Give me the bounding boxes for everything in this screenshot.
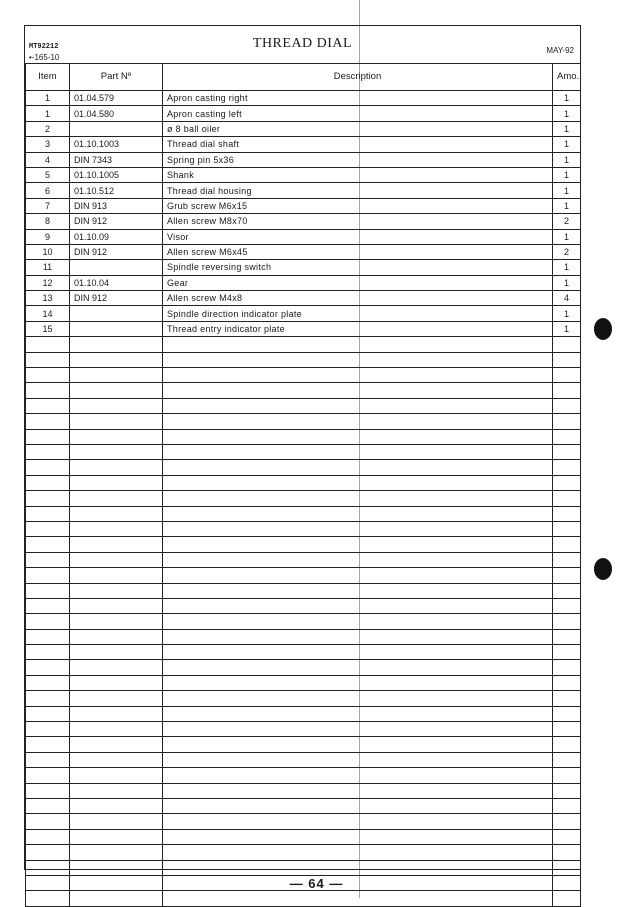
blank-table-row [26,798,581,813]
cell-item [26,845,70,860]
cell-amount [553,737,581,752]
cell-item [26,798,70,813]
drawing-ref: •-165-10 [29,53,60,62]
cell-description [163,583,553,598]
blank-table-row [26,383,581,398]
cell-description [163,645,553,660]
cell-description: Spindle reversing switch [163,260,553,275]
blank-table-row [26,706,581,721]
cell-part: 01.10.512 [70,183,163,198]
cell-description [163,737,553,752]
table-row [26,198,581,213]
cell-description: Spring pin 5x36 [163,152,553,167]
cell-item [26,537,70,552]
blank-table-row [26,814,581,829]
table-row [26,167,581,182]
cell-item [26,398,70,413]
cell-item [26,414,70,429]
cell-item [26,722,70,737]
cell-item [26,552,70,567]
blank-table-row [26,675,581,690]
cell-description [163,398,553,413]
cell-description [163,798,553,813]
cell-description: Spindle direction indicator plate [163,306,553,321]
blank-table-row [26,460,581,475]
cell-amount [553,491,581,506]
cell-description [163,675,553,690]
cell-amount: 1 [553,260,581,275]
cell-part [70,891,163,906]
cell-description [163,568,553,583]
cell-amount: 1 [553,306,581,321]
cell-item [26,568,70,583]
cell-part [70,706,163,721]
cell-part [70,383,163,398]
cell-part [70,306,163,321]
parts-list-frame [24,25,581,870]
cell-description: Apron casting left [163,106,553,121]
cell-amount [553,383,581,398]
cell-item: 15 [26,321,70,336]
blank-table-row [26,614,581,629]
cell-amount [553,398,581,413]
cell-item: 2 [26,121,70,136]
cell-amount: 1 [553,229,581,244]
cell-item: 9 [26,229,70,244]
cell-amount [553,691,581,706]
cell-item: 6 [26,183,70,198]
cell-description [163,660,553,675]
cell-amount [553,506,581,521]
cell-item [26,891,70,906]
sheet-header [25,26,580,64]
cell-amount [553,891,581,906]
cell-part [70,860,163,875]
revision-date: MAY-92 [546,46,574,55]
cell-description [163,444,553,459]
cell-part [70,506,163,521]
cell-item: 5 [26,167,70,182]
cell-item: 11 [26,260,70,275]
cell-part: 01.10.1003 [70,137,163,152]
cell-item: 7 [26,198,70,213]
cell-part [70,521,163,536]
cell-amount [553,783,581,798]
cell-item [26,706,70,721]
cell-description [163,352,553,367]
cell-amount [553,768,581,783]
cell-item: 14 [26,306,70,321]
cell-description [163,829,553,844]
cell-amount [553,337,581,352]
cell-description: ø 8 ball oiler [163,121,553,136]
cell-item [26,829,70,844]
cell-amount [553,814,581,829]
cell-amount: 1 [553,167,581,182]
cell-amount: 1 [553,152,581,167]
cell-item [26,475,70,490]
cell-description [163,383,553,398]
cell-amount: 1 [553,137,581,152]
cell-item [26,491,70,506]
table-row [26,121,581,136]
cell-part [70,829,163,844]
cell-description [163,598,553,613]
blank-table-row [26,722,581,737]
blank-table-row [26,552,581,567]
cell-part: 01.04.580 [70,106,163,121]
cell-amount: 1 [553,321,581,336]
blank-table-row [26,368,581,383]
cell-amount [553,629,581,644]
cell-description [163,768,553,783]
cell-part [70,321,163,336]
cell-description [163,521,553,536]
cell-part: 01.10.09 [70,229,163,244]
cell-description: Visor [163,229,553,244]
cell-part [70,675,163,690]
cell-item [26,521,70,536]
blank-table-row [26,429,581,444]
cell-item [26,691,70,706]
cell-part [70,598,163,613]
cell-amount: 2 [553,244,581,259]
blank-table-row [26,444,581,459]
cell-description: Allen screw M6x45 [163,244,553,259]
cell-item: 10 [26,244,70,259]
blank-table-row [26,337,581,352]
blank-table-row [26,537,581,552]
cell-description: Allen screw M4x8 [163,291,553,306]
cell-part [70,460,163,475]
cell-amount: 2 [553,214,581,229]
cell-item [26,737,70,752]
blank-table-row [26,737,581,752]
table-row [26,91,581,106]
cell-item [26,444,70,459]
cell-item [26,814,70,829]
cell-part [70,552,163,567]
cell-item [26,506,70,521]
table-row [26,106,581,121]
cell-amount: 4 [553,291,581,306]
cell-description [163,845,553,860]
cell-amount [553,752,581,767]
cell-part [70,121,163,136]
table-row [26,183,581,198]
cell-part [70,737,163,752]
cell-part [70,814,163,829]
cell-part [70,352,163,367]
cell-amount: 1 [553,121,581,136]
cell-part [70,629,163,644]
cell-part [70,368,163,383]
parts-table-body [26,91,581,907]
cell-part [70,444,163,459]
cell-part [70,798,163,813]
blank-table-row [26,521,581,536]
table-row [26,137,581,152]
cell-item: 13 [26,291,70,306]
cell-description [163,891,553,906]
cell-item [26,583,70,598]
cell-description [163,706,553,721]
cell-description: Thread dial housing [163,183,553,198]
cell-amount [553,429,581,444]
cell-item: 1 [26,91,70,106]
cell-item [26,383,70,398]
blank-table-row [26,860,581,875]
cell-description: Thread entry indicator plate [163,321,553,336]
cell-part [70,429,163,444]
cell-part [70,568,163,583]
cell-part: 01.10.1005 [70,167,163,182]
binder-hole-bottom [594,558,612,580]
cell-part [70,614,163,629]
cell-item [26,352,70,367]
cell-part: 01.10.04 [70,275,163,290]
blank-table-row [26,491,581,506]
cell-amount [553,568,581,583]
cell-description: Apron casting right [163,91,553,106]
cell-item [26,368,70,383]
cell-part [70,691,163,706]
blank-table-row [26,891,581,906]
cell-description [163,337,553,352]
column-header-description: Description [163,64,553,91]
column-header-part: Part Nº [70,64,163,91]
cell-part: DIN 7343 [70,152,163,167]
blank-table-row [26,352,581,367]
cell-amount [553,614,581,629]
blank-table-row [26,660,581,675]
cell-amount [553,352,581,367]
cell-part: DIN 912 [70,244,163,259]
cell-description: Thread dial shaft [163,137,553,152]
blank-table-row [26,845,581,860]
cell-amount [553,537,581,552]
blank-table-row [26,506,581,521]
blank-table-row [26,645,581,660]
cell-item [26,860,70,875]
cell-part [70,722,163,737]
blank-table-row [26,568,581,583]
cell-amount: 1 [553,106,581,121]
binder-hole-top [594,318,612,340]
cell-description [163,414,553,429]
cell-item [26,645,70,660]
cell-part [70,583,163,598]
cell-part [70,398,163,413]
cell-item [26,629,70,644]
cell-part: DIN 913 [70,198,163,213]
cell-description [163,537,553,552]
cell-description [163,614,553,629]
blank-table-row [26,752,581,767]
table-row [26,244,581,259]
cell-description [163,783,553,798]
blank-table-row [26,691,581,706]
page-number: — 64 — [289,876,344,891]
table-row [26,260,581,275]
page-title: THREAD DIAL [252,36,353,51]
cell-item: 12 [26,275,70,290]
cell-part [70,752,163,767]
cell-description [163,491,553,506]
cell-description: Gear [163,275,553,290]
cell-item: 4 [26,152,70,167]
cell-item [26,460,70,475]
cell-description [163,429,553,444]
cell-description: Allen screw M8x70 [163,214,553,229]
cell-part: 01.04.579 [70,91,163,106]
table-row [26,306,581,321]
table-row [26,321,581,336]
cell-part [70,660,163,675]
table-row [26,152,581,167]
table-row [26,214,581,229]
cell-description [163,552,553,567]
cell-amount [553,598,581,613]
blank-table-row [26,414,581,429]
cell-description [163,475,553,490]
cell-amount [553,444,581,459]
cell-description [163,691,553,706]
table-row [26,229,581,244]
cell-part [70,783,163,798]
cell-amount [553,798,581,813]
parts-table [25,63,581,907]
cell-description [163,368,553,383]
cell-item: 1 [26,106,70,121]
cell-part [70,260,163,275]
cell-amount [553,645,581,660]
cell-amount: 1 [553,183,581,198]
cell-part [70,475,163,490]
cell-amount: 1 [553,275,581,290]
cell-part [70,337,163,352]
cell-part [70,645,163,660]
cell-part [70,414,163,429]
cell-amount [553,460,581,475]
cell-part: DIN 912 [70,214,163,229]
cell-description [163,460,553,475]
cell-amount: 1 [553,198,581,213]
cell-amount [553,552,581,567]
cell-amount [553,583,581,598]
cell-amount [553,675,581,690]
cell-item [26,768,70,783]
cell-amount [553,368,581,383]
cell-amount [553,722,581,737]
cell-description [163,722,553,737]
cell-item [26,752,70,767]
cell-description: Grub screw M6x15 [163,198,553,213]
blank-table-row [26,583,581,598]
table-row [26,291,581,306]
blank-table-row [26,475,581,490]
blank-table-row [26,629,581,644]
cell-item [26,675,70,690]
cell-item [26,337,70,352]
table-row [26,275,581,290]
cell-item [26,783,70,798]
cell-part [70,491,163,506]
cell-part [70,537,163,552]
cell-amount [553,475,581,490]
column-header-item: Item [26,64,70,91]
blank-table-row [26,829,581,844]
cell-description [163,506,553,521]
cell-item [26,660,70,675]
cell-item [26,614,70,629]
column-header-amount: Amo. [553,64,581,91]
cell-part [70,845,163,860]
blank-table-row [26,598,581,613]
cell-amount [553,860,581,875]
drawing-code: MT92212 [29,43,59,51]
cell-amount: 1 [553,91,581,106]
cell-description [163,752,553,767]
blank-table-row [26,783,581,798]
cell-amount [553,660,581,675]
cell-part: DIN 912 [70,291,163,306]
cell-description [163,629,553,644]
cell-description [163,814,553,829]
cell-amount [553,829,581,844]
cell-item: 8 [26,214,70,229]
cell-amount [553,521,581,536]
cell-amount [553,414,581,429]
cell-item: 3 [26,137,70,152]
cell-amount [553,845,581,860]
blank-table-row [26,768,581,783]
cell-item [26,429,70,444]
cell-description: Shank [163,167,553,182]
blank-table-row [26,398,581,413]
table-header-row [26,64,581,91]
cell-item [26,598,70,613]
cell-part [70,768,163,783]
cell-description [163,860,553,875]
cell-amount [553,706,581,721]
